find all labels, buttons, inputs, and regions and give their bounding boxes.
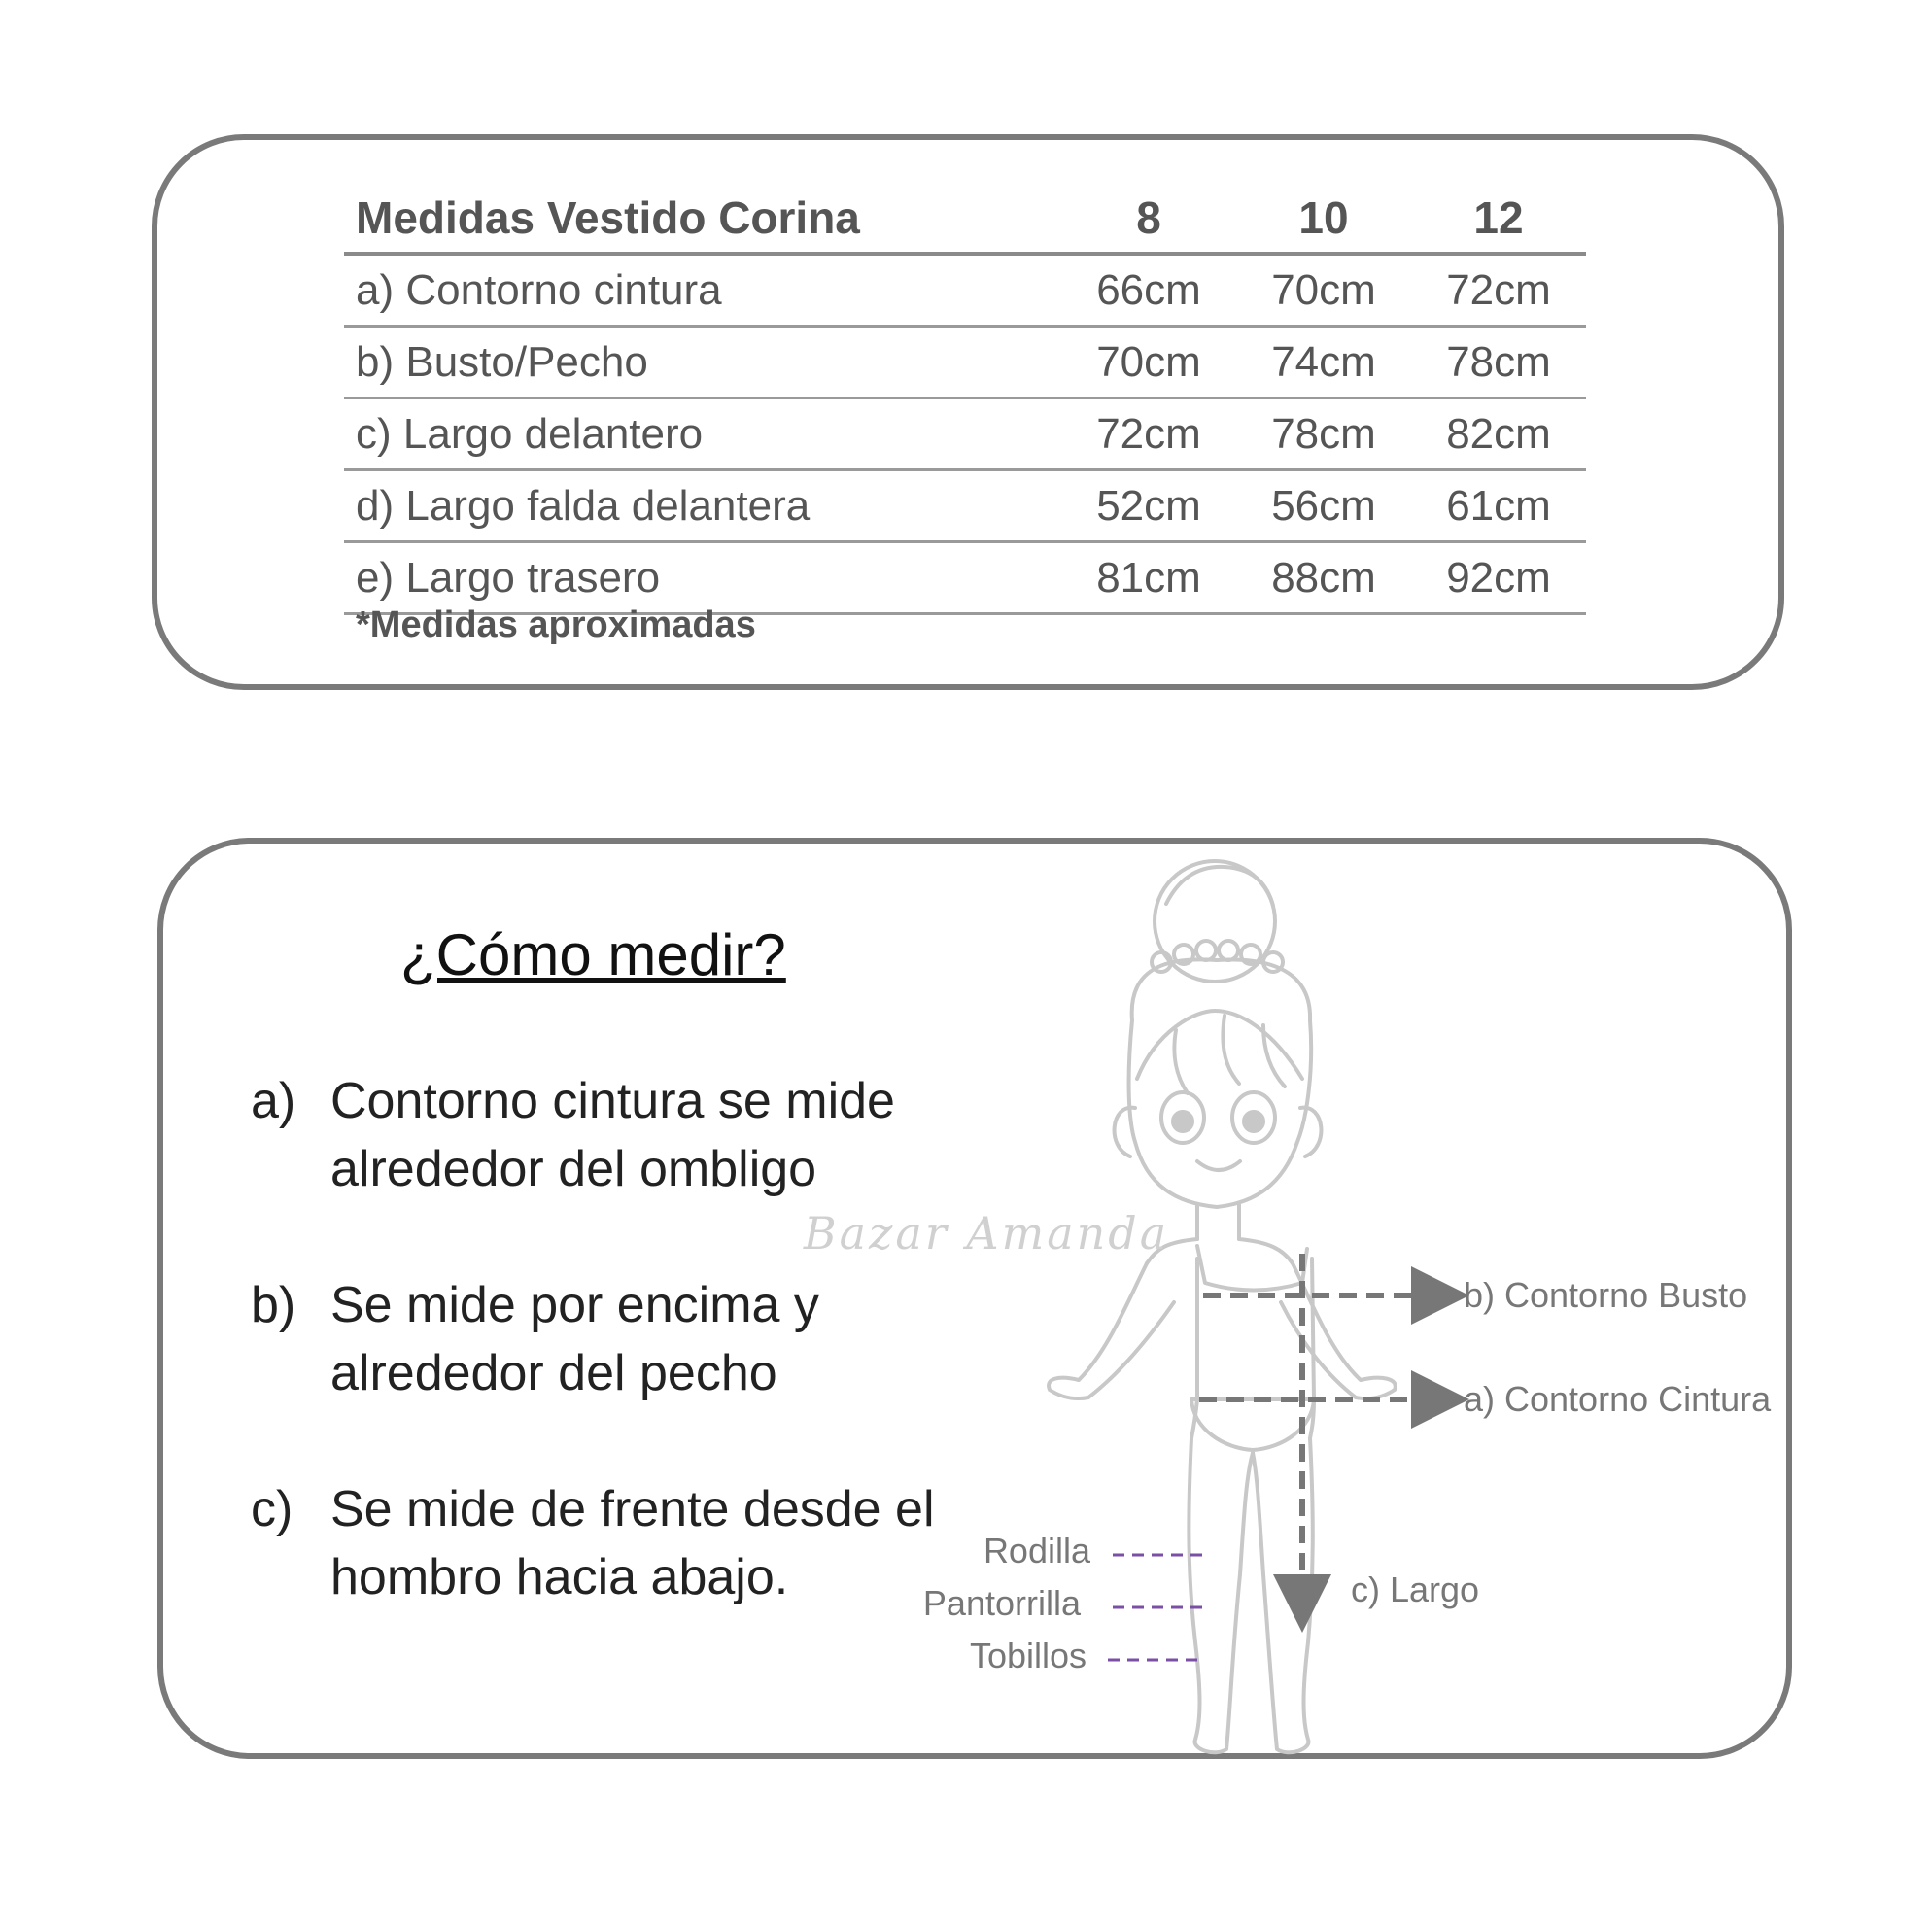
length-label: c) Largo [1351,1570,1480,1609]
row-value: 61cm [1411,470,1586,542]
size-header-10: 10 [1236,183,1411,254]
instruction-marker: c) [251,1481,293,1537]
row-value: 72cm [1061,398,1236,470]
ankle-label: Tobillos [969,1636,1087,1675]
row-value: 78cm [1411,327,1586,398]
row-value: 88cm [1236,542,1411,614]
row-value: 70cm [1061,327,1236,398]
row-label: d) Largo falda delantera [344,470,1061,542]
row-value: 81cm [1061,542,1236,614]
row-value: 70cm [1236,254,1411,327]
calf-label: Pantorrilla [922,1583,1081,1623]
row-label: a) Contorno cintura [344,254,1061,327]
row-label: e) Largo trasero [344,542,1061,614]
instruction-marker: b) [251,1277,296,1333]
row-value: 56cm [1236,470,1411,542]
row-label: c) Largo delantero [344,398,1061,470]
row-value: 66cm [1061,254,1236,327]
knee-label: Rodilla [983,1531,1090,1570]
instruction-text: Se mide de frente desde el hombro hacia abajo. [330,1481,935,1605]
waist-label: a) Contorno Cintura [1464,1379,1772,1419]
child-outline-illustration [1049,861,1396,1752]
size-header-12: 12 [1411,183,1586,254]
approximate-note: *Medidas aproximadas [356,604,756,645]
row-value: 72cm [1411,254,1586,327]
row-value: 78cm [1236,398,1411,470]
watermark-text: Bazar Amanda [803,1207,1170,1259]
instruction-marker: a) [251,1073,296,1129]
size-header-8: 8 [1061,183,1236,254]
row-value: 52cm [1061,470,1236,542]
row-label: b) Busto/Pecho [344,327,1061,398]
row-value: 92cm [1411,542,1586,614]
instruction-text: Contorno cintura se mide alrededor del ombligo [330,1073,895,1197]
row-value: 74cm [1236,327,1411,398]
instruction-text: Se mide por encima y alrededor del pecho [330,1277,819,1401]
how-to-title: ¿Cómo medir? [400,922,786,987]
bust-label: b) Contorno Busto [1464,1275,1748,1315]
row-value: 82cm [1411,398,1586,470]
size-table-title: Medidas Vestido Corina [344,183,1061,254]
